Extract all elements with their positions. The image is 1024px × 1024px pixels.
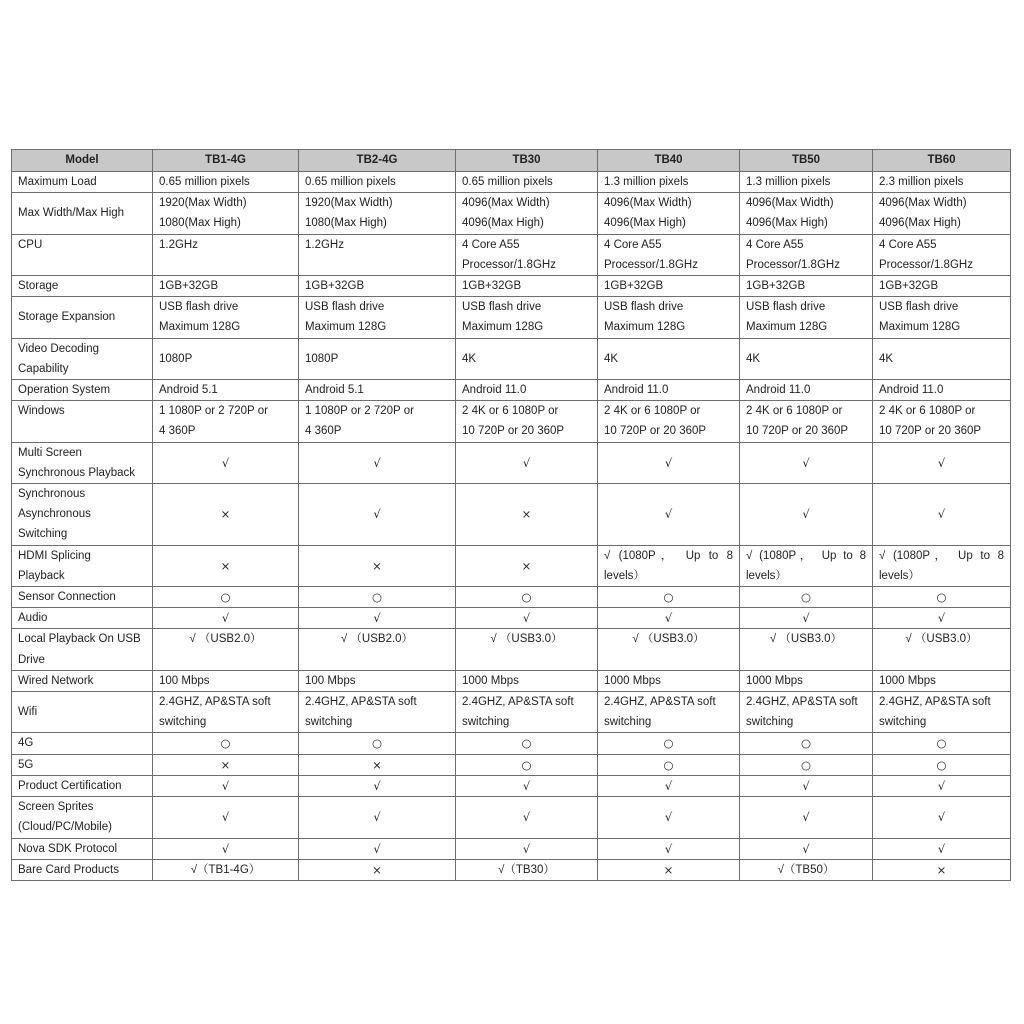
header-tb2-4g: TB2-4G — [299, 150, 456, 172]
table-cell: 1GB+32GB — [873, 276, 1011, 297]
table-cell: √ （USB3.0） — [873, 629, 1011, 670]
table-cell: USB flash drive Maximum 128G — [740, 297, 873, 338]
row-label: Windows — [12, 401, 153, 442]
table-cell: 1 1080P or 2 720P or 4 360P — [153, 401, 299, 442]
table-cell: 1080P — [153, 338, 299, 379]
row-label: Operation System — [12, 380, 153, 401]
table-row — [12, 797, 1011, 838]
table-cell: √ — [598, 608, 740, 629]
spec-comparison-table — [11, 149, 1011, 881]
table-cell: 4 Core A55 Processor/1.8GHz — [456, 234, 598, 275]
table-row — [12, 733, 1011, 754]
row-label: Synchronous Asynchronous Switching — [12, 484, 153, 546]
row-label: Video Decoding Capability — [12, 338, 153, 379]
table-cell: USB flash drive Maximum 128G — [598, 297, 740, 338]
table-cell: 4K — [873, 338, 1011, 379]
table-row — [12, 193, 1011, 234]
table-cell: 4096(Max Width) 4096(Max High) — [873, 193, 1011, 234]
table-row — [12, 545, 1011, 586]
table-cell: 2.4GHZ, AP&STA soft switching — [456, 692, 598, 733]
row-label: Product Certification — [12, 775, 153, 796]
table-cell: 4096(Max Width) 4096(Max High) — [456, 193, 598, 234]
table-cell: 1000 Mbps — [598, 670, 740, 691]
table-cell: √ — [153, 775, 299, 796]
row-label: 5G — [12, 754, 153, 775]
table-cell: × — [299, 754, 456, 775]
table-cell: Android 5.1 — [299, 380, 456, 401]
table-cell: ○ — [456, 754, 598, 775]
table-cell: 1.3 million pixels — [740, 172, 873, 193]
table-cell: √ — [299, 797, 456, 838]
table-cell: √ (1080P， Up to 8 levels） — [740, 545, 873, 586]
header-model: Model — [12, 150, 153, 172]
table-cell: √ — [873, 484, 1011, 546]
row-label: Wired Network — [12, 670, 153, 691]
table-cell: ○ — [873, 733, 1011, 754]
table-cell: √ (1080P， Up to 8 levels） — [873, 545, 1011, 586]
table-row — [12, 587, 1011, 608]
table-cell: 1920(Max Width) 1080(Max High) — [153, 193, 299, 234]
table-cell: ○ — [873, 587, 1011, 608]
table-cell: √ — [740, 442, 873, 483]
table-cell: √ — [873, 442, 1011, 483]
table-cell: 4096(Max Width) 4096(Max High) — [740, 193, 873, 234]
table-cell: √（TB1-4G） — [153, 859, 299, 880]
table-cell: 2 4K or 6 1080P or 10 720P or 20 360P — [873, 401, 1011, 442]
table-cell: √ — [873, 797, 1011, 838]
table-cell: √ — [299, 608, 456, 629]
table-cell: Android 5.1 — [153, 380, 299, 401]
row-label: Storage — [12, 276, 153, 297]
table-cell: √ — [740, 608, 873, 629]
table-cell: √ — [456, 838, 598, 859]
table-row — [12, 608, 1011, 629]
table-cell: × — [153, 484, 299, 546]
table-cell: 2 4K or 6 1080P or 10 720P or 20 360P — [598, 401, 740, 442]
table-cell: ○ — [740, 587, 873, 608]
table-cell: √ — [873, 838, 1011, 859]
table-cell: ○ — [740, 754, 873, 775]
table-cell: 2.4GHZ, AP&STA soft switching — [598, 692, 740, 733]
table-cell: √ — [740, 797, 873, 838]
table-cell: × — [873, 859, 1011, 880]
table-cell: √ — [598, 442, 740, 483]
table-cell: ○ — [153, 587, 299, 608]
table-cell: 4096(Max Width) 4096(Max High) — [598, 193, 740, 234]
table-cell: √ — [299, 775, 456, 796]
table-row — [12, 859, 1011, 880]
table-cell: 0.65 million pixels — [153, 172, 299, 193]
table-cell: 1000 Mbps — [740, 670, 873, 691]
table-row — [12, 692, 1011, 733]
table-cell: ○ — [299, 587, 456, 608]
table-cell: 2.4GHZ, AP&STA soft switching — [299, 692, 456, 733]
table-row — [12, 838, 1011, 859]
table-cell: ○ — [873, 754, 1011, 775]
table-row — [12, 775, 1011, 796]
table-cell: √ (1080P， Up to 8 levels） — [598, 545, 740, 586]
header-row — [12, 150, 1011, 172]
header-tb30: TB30 — [456, 150, 598, 172]
table-row — [12, 670, 1011, 691]
table-row — [12, 754, 1011, 775]
table-cell: 4K — [740, 338, 873, 379]
table-row — [12, 401, 1011, 442]
table-cell: USB flash drive Maximum 128G — [873, 297, 1011, 338]
table-cell: √ — [740, 484, 873, 546]
table-cell: 100 Mbps — [153, 670, 299, 691]
table-cell: 2 4K or 6 1080P or 10 720P or 20 360P — [456, 401, 598, 442]
table-cell: 1.3 million pixels — [598, 172, 740, 193]
table-cell: USB flash drive Maximum 128G — [456, 297, 598, 338]
table-cell: 1920(Max Width) 1080(Max High) — [299, 193, 456, 234]
table-row — [12, 629, 1011, 670]
table-cell: √ — [740, 838, 873, 859]
header-tb1-4g: TB1-4G — [153, 150, 299, 172]
table-cell: 4 Core A55 Processor/1.8GHz — [598, 234, 740, 275]
table-cell: ○ — [456, 587, 598, 608]
table-cell: 0.65 million pixels — [299, 172, 456, 193]
table-row — [12, 338, 1011, 379]
table-cell: √（TB30） — [456, 859, 598, 880]
row-label: Nova SDK Protocol — [12, 838, 153, 859]
table-cell: × — [153, 754, 299, 775]
table-cell: √ — [873, 775, 1011, 796]
table-cell: √ — [598, 484, 740, 546]
table-cell: √ — [456, 442, 598, 483]
table-cell: √ — [456, 775, 598, 796]
row-label: Bare Card Products — [12, 859, 153, 880]
table-row — [12, 234, 1011, 275]
table-cell: 1.2GHz — [299, 234, 456, 275]
table-cell: √ — [740, 775, 873, 796]
table-cell: √ — [153, 608, 299, 629]
table-cell: × — [299, 545, 456, 586]
table-row — [12, 297, 1011, 338]
table-cell: 2.4GHZ, AP&STA soft switching — [740, 692, 873, 733]
table-cell: 1080P — [299, 338, 456, 379]
table-cell: USB flash drive Maximum 128G — [299, 297, 456, 338]
row-label: Screen Sprites (Cloud/PC/Mobile) — [12, 797, 153, 838]
table-cell: √ — [456, 608, 598, 629]
table-cell: ○ — [598, 754, 740, 775]
table-cell: 2.4GHZ, AP&STA soft switching — [873, 692, 1011, 733]
table-cell: √ （USB2.0） — [299, 629, 456, 670]
table-cell: 2.4GHZ, AP&STA soft switching — [153, 692, 299, 733]
table-row — [12, 380, 1011, 401]
table-row — [12, 276, 1011, 297]
table-cell: √ — [153, 442, 299, 483]
table-cell: Android 11.0 — [873, 380, 1011, 401]
row-label: Sensor Connection — [12, 587, 153, 608]
row-label: Max Width/Max High — [12, 193, 153, 234]
spec-table-body — [12, 172, 1011, 881]
table-cell: Android 11.0 — [456, 380, 598, 401]
table-cell: √ — [598, 838, 740, 859]
table-cell: × — [153, 545, 299, 586]
table-cell: × — [456, 484, 598, 546]
table-cell: Android 11.0 — [740, 380, 873, 401]
table-cell: 1.2GHz — [153, 234, 299, 275]
table-cell: √ — [153, 838, 299, 859]
table-cell: √ — [299, 838, 456, 859]
table-cell: × — [299, 859, 456, 880]
table-cell: Android 11.0 — [598, 380, 740, 401]
table-cell: ○ — [456, 733, 598, 754]
row-label: Maximum Load — [12, 172, 153, 193]
table-cell: √（TB50） — [740, 859, 873, 880]
row-label: Wifi — [12, 692, 153, 733]
table-cell: 1GB+32GB — [299, 276, 456, 297]
table-row — [12, 484, 1011, 546]
table-cell: ○ — [740, 733, 873, 754]
table-cell: 100 Mbps — [299, 670, 456, 691]
table-cell: 4 Core A55 Processor/1.8GHz — [873, 234, 1011, 275]
table-cell: 1GB+32GB — [740, 276, 873, 297]
table-cell: ○ — [153, 733, 299, 754]
table-cell: 2 4K or 6 1080P or 10 720P or 20 360P — [740, 401, 873, 442]
table-cell: ○ — [598, 733, 740, 754]
table-cell: 4 Core A55 Processor/1.8GHz — [740, 234, 873, 275]
table-cell: √ （USB3.0） — [598, 629, 740, 670]
table-cell: √ — [598, 775, 740, 796]
table-cell: 2.3 million pixels — [873, 172, 1011, 193]
table-cell: 1000 Mbps — [873, 670, 1011, 691]
row-label: 4G — [12, 733, 153, 754]
table-cell: × — [456, 545, 598, 586]
table-cell: √ （USB3.0） — [740, 629, 873, 670]
table-cell: √ — [299, 484, 456, 546]
table-cell: 1000 Mbps — [456, 670, 598, 691]
table-cell: 1GB+32GB — [598, 276, 740, 297]
table-cell: × — [598, 859, 740, 880]
table-cell: 4K — [598, 338, 740, 379]
table-cell: USB flash drive Maximum 128G — [153, 297, 299, 338]
table-cell: √ （USB2.0） — [153, 629, 299, 670]
table-cell: 0.65 million pixels — [456, 172, 598, 193]
row-label: Audio — [12, 608, 153, 629]
row-label: Storage Expansion — [12, 297, 153, 338]
table-cell: 1 1080P or 2 720P or 4 360P — [299, 401, 456, 442]
header-tb40: TB40 — [598, 150, 740, 172]
table-cell: ○ — [299, 733, 456, 754]
table-cell: √ — [873, 608, 1011, 629]
table-cell: 1GB+32GB — [153, 276, 299, 297]
header-tb50: TB50 — [740, 150, 873, 172]
table-cell: √ — [598, 797, 740, 838]
header-tb60: TB60 — [873, 150, 1011, 172]
row-label: CPU — [12, 234, 153, 275]
row-label: HDMI Splicing Playback — [12, 545, 153, 586]
table-cell: √ （USB3.0） — [456, 629, 598, 670]
table-row — [12, 172, 1011, 193]
table-cell: 1GB+32GB — [456, 276, 598, 297]
row-label: Multi Screen Synchronous Playback — [12, 442, 153, 483]
table-cell: √ — [299, 442, 456, 483]
table-cell: ○ — [598, 587, 740, 608]
table-cell: √ — [153, 797, 299, 838]
table-row — [12, 442, 1011, 483]
table-cell: 4K — [456, 338, 598, 379]
table-cell: √ — [456, 797, 598, 838]
row-label: Local Playback On USB Drive — [12, 629, 153, 670]
